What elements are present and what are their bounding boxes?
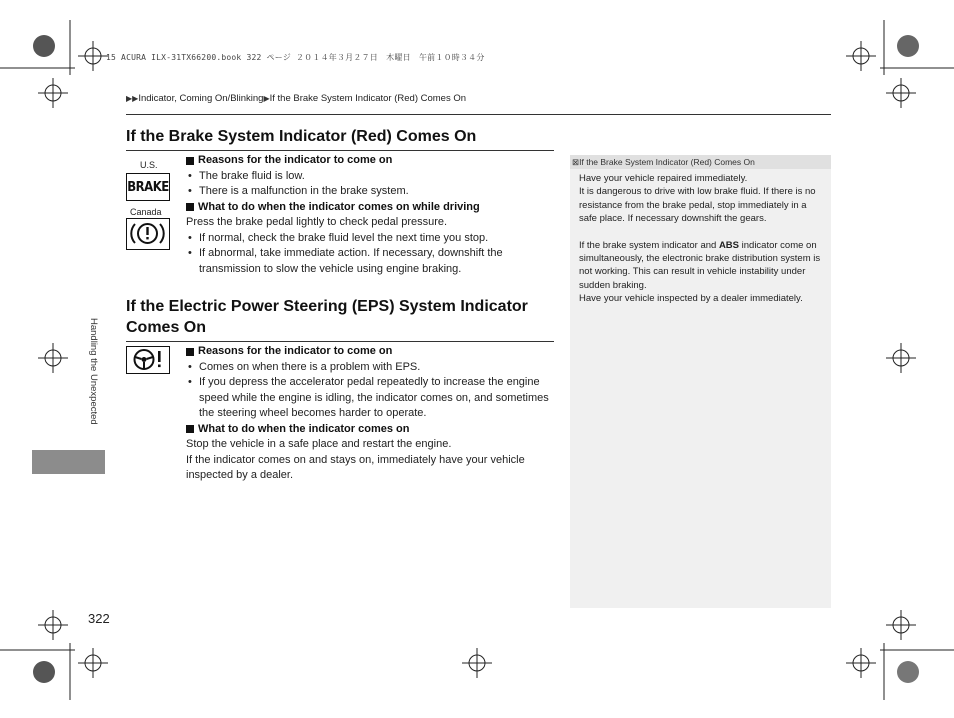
brake-reasons-list bbox=[186, 169, 556, 200]
section-brake-body bbox=[186, 153, 556, 277]
note-para-3: If the brake system indicator and ABS indicator come on simultaneously, the electronic brake distribution system is not working. This can result in vehicle instability under sudden braking. bbox=[579, 239, 821, 291]
brake-warning-icon bbox=[126, 218, 170, 250]
section-eps-title: If the Electric Power Steering (EPS) System Indicator Comes On bbox=[126, 298, 528, 336]
note-para-2: It is dangerous to drive with low brake fluid. If there is no resistance from the brake pedal, stop immediately in a safe place. If necessary downshift the gears. bbox=[579, 186, 816, 225]
eps-reasons-list bbox=[186, 360, 556, 422]
section-eps-body bbox=[186, 344, 556, 484]
side-tab-label: Handling the Unexpected bbox=[88, 318, 99, 425]
list-item: • If normal, check the brake fluid level the next time you stop. bbox=[186, 231, 556, 247]
page-number: 322 bbox=[88, 611, 110, 626]
us-label: U.S. bbox=[140, 160, 158, 170]
canada-label: Canada bbox=[130, 207, 162, 217]
list-item: • If abnormal, take immediate action. If necessary, downshift the transmission to slow the vehicle using engine braking. bbox=[186, 246, 556, 277]
brake-icon-text: BRAKE bbox=[127, 179, 169, 195]
list-item: • If you depress the accelerator pedal repeatedly to increase the engine speed while the engine is idling, the indicator comes on, and sometimes the steering wheel becomes harder to operate. bbox=[186, 375, 556, 422]
section-eps-rule bbox=[126, 341, 554, 342]
section-brake-title: If the Brake System Indicator (Red) Comes On bbox=[126, 128, 477, 145]
section-brake-rule bbox=[126, 150, 554, 151]
breadcrumb-separator: ▶ bbox=[263, 94, 270, 103]
top-rule bbox=[126, 114, 831, 115]
brake-indicator-icon bbox=[126, 173, 170, 201]
breadcrumb bbox=[126, 93, 466, 104]
steering-wheel-warning-icon bbox=[126, 346, 170, 374]
eps-action-heading: What to do when the indicator comes on bbox=[186, 422, 556, 438]
note-para-4: Have your vehicle inspected by a dealer immediately. bbox=[579, 293, 803, 305]
breadcrumb-current: If the Brake System Indicator (Red) Comes On bbox=[269, 93, 467, 104]
eps-action-text-2: If the indicator comes on and stays on, immediately have your vehicle inspected by a dealer. bbox=[186, 453, 525, 481]
eps-reasons-heading: Reasons for the indicator to come on bbox=[186, 344, 556, 360]
side-tab-marker bbox=[32, 450, 105, 474]
breadcrumb-arrow: ▶▶ bbox=[126, 94, 139, 103]
breadcrumb-link-indicator[interactable]: Indicator, Coming On/Blinking bbox=[138, 93, 264, 104]
note-icon: ⊠ bbox=[572, 157, 580, 167]
brake-reasons-heading: Reasons for the indicator to come on bbox=[186, 153, 556, 169]
print-header: 15 ACURA ILX-31TX66200.book 322 ページ ２０１４年３月２７日 木曜日 午前１０時３４分 bbox=[106, 53, 485, 62]
brake-action-text: Press the brake pedal lightly to check pedal pressure. bbox=[186, 216, 448, 228]
brake-action-list bbox=[186, 231, 556, 278]
sidebar-note-body bbox=[579, 172, 824, 306]
list-item: • There is a malfunction in the brake system. bbox=[186, 184, 556, 200]
list-item: • Comes on when there is a problem with EPS. bbox=[186, 360, 556, 376]
eps-action-text: Stop the vehicle in a safe place and restart the engine. bbox=[186, 438, 452, 450]
sidebar-note-header: ⊠If the Brake System Indicator (Red) Comes On bbox=[570, 155, 831, 169]
note-para-1: Have your vehicle repaired immediately. bbox=[579, 173, 748, 184]
list-item: • The brake fluid is low. bbox=[186, 169, 556, 185]
brake-action-heading: What to do when the indicator comes on while driving bbox=[186, 200, 556, 216]
